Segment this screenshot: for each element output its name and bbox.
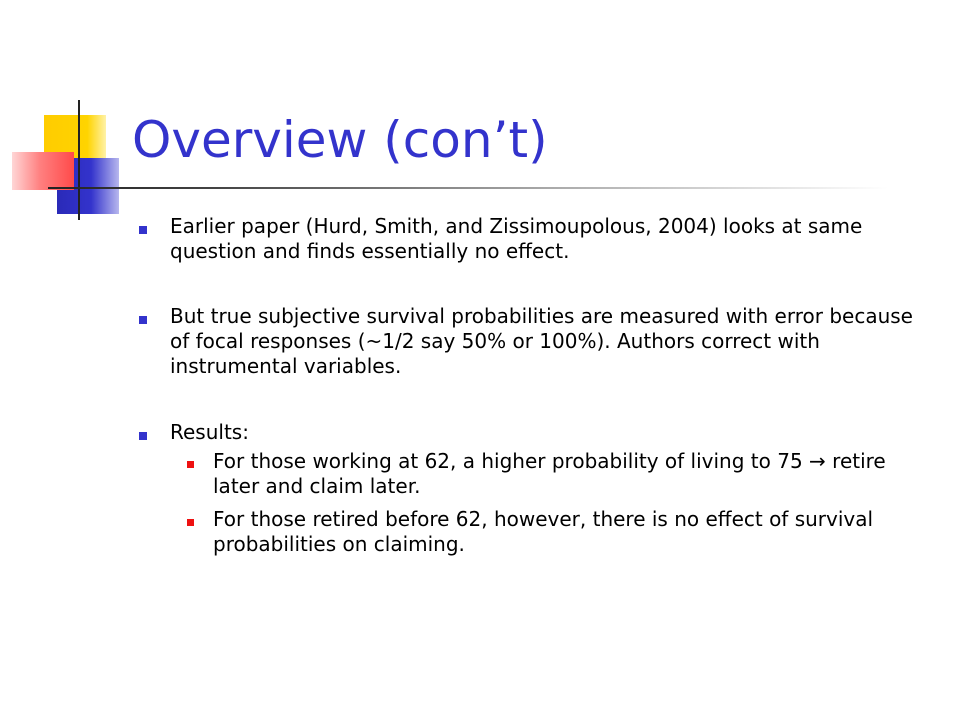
- bullet-marker-icon: [139, 432, 147, 440]
- right-arrow-icon: →: [809, 449, 826, 473]
- sub-bullet-marker-icon: [187, 461, 194, 468]
- red-square-decoration: [12, 152, 74, 190]
- bullet-item: Results:: [170, 420, 249, 444]
- sub-bullet-text: For those working at 62, a higher probability of living to 75: [213, 449, 803, 473]
- bullet-item: But true subjective survival probabilities are measured with error because of focal responses (~1/2 say 50% or 100%). Authors correct with instrumental variables.: [170, 304, 913, 378]
- bullet-marker-icon: [139, 316, 147, 324]
- sub-bullet-item: For those retired before 62, however, there is no effect of survival probabilities on claiming.: [213, 507, 874, 556]
- bullet-marker-icon: [139, 226, 147, 234]
- sub-bullet-marker-icon: [187, 519, 194, 526]
- sub-bullet-item: [213, 449, 923, 499]
- bullet-item: Earlier paper (Hurd, Smith, and Zissimoupolous, 2004) looks at same question and finds essentially no effect.: [170, 214, 863, 263]
- sub-bullet-text: retire later and claim later.: [213, 449, 886, 498]
- vertical-rule-decoration: [78, 100, 80, 220]
- title-underline-rule: [48, 187, 888, 189]
- slide-title: Overview (con’t): [132, 111, 548, 169]
